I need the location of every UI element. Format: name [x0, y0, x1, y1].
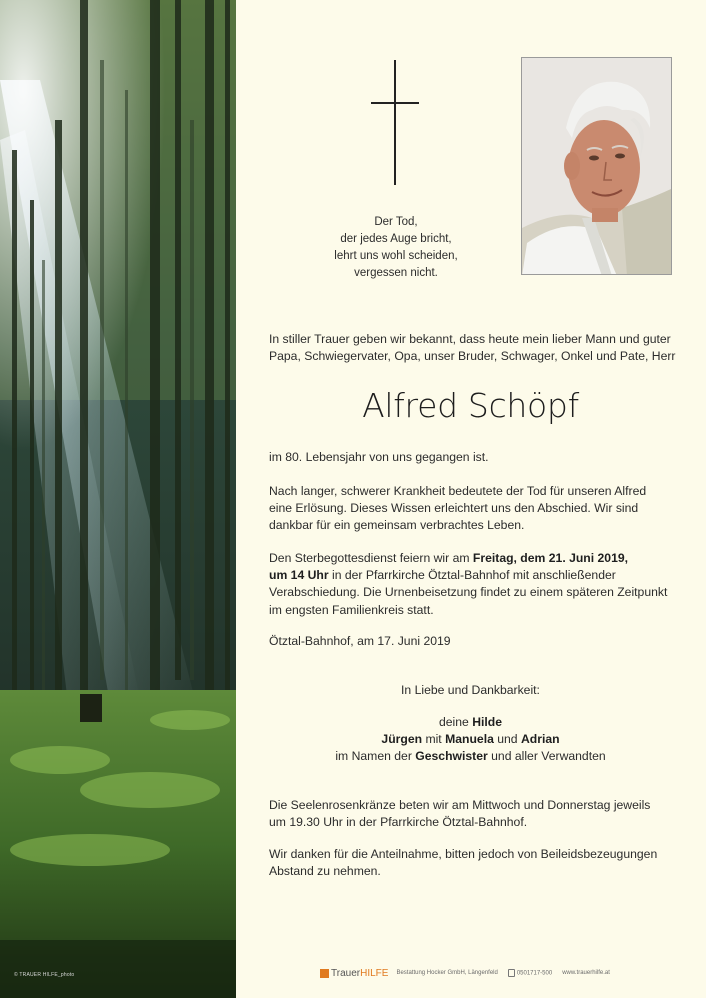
family-text: im Namen der — [335, 749, 416, 764]
brand-name: TrauerHILFE — [331, 967, 389, 979]
phone-icon — [508, 969, 515, 977]
forest-image — [0, 0, 236, 998]
deceased-name: Alfred Schöpf — [362, 386, 579, 425]
poem-line: der jedes Auge bricht, — [340, 233, 452, 245]
portrait-photo — [521, 57, 672, 275]
poem-line: Der Tod, — [374, 216, 418, 228]
closing-line: In Liebe und Dankbarkeit: — [401, 683, 540, 697]
family-text: deine — [438, 715, 473, 729]
paragraph-line: dankbar für ein gemeinsam verbrachtes Leben. — [269, 518, 525, 533]
age-line: im 80. Lebensjahr von uns gegangen ist. — [269, 450, 489, 464]
intro-paragraph — [269, 331, 676, 365]
paragraph-line: Wir danken für die Anteilnahme, bitten jedoch von Beileidsbezeugungen — [269, 847, 658, 861]
paragraph-service — [269, 550, 672, 619]
family-signature — [269, 714, 672, 766]
service-text: in der Pfarrkirche Ötztal-Bahnhof mit anschließender — [328, 568, 616, 583]
poem-line: vergessen nicht. — [354, 267, 438, 279]
family-name: Hilde — [472, 715, 502, 729]
poem-line: lehrt uns wohl scheiden, — [334, 250, 458, 262]
paragraph-illness — [269, 483, 672, 535]
service-text: Verabschiedung. Die Urnenbeisetzung findet zu einem späteren Zeitpunkt — [269, 585, 668, 600]
intro-line: Papa, Schwiegervater, Opa, unser Bruder, Schwager, Onkel und Pate, Herr — [269, 349, 676, 364]
paragraph-line: Nach langer, schwerer Krankheit bedeutete der Tod für unseren Alfred — [269, 484, 647, 498]
intro-line: In stiller Trauer geben wir bekannt, dass heute mein lieber Mann und guter — [269, 332, 671, 346]
family-name: Jürgen — [381, 732, 423, 747]
service-text: Den Sterbegottesdienst feiern wir am — [269, 551, 473, 565]
family-text: und aller Verwandten — [487, 749, 606, 764]
paragraph-line: Abstand zu nehmen. — [269, 864, 381, 879]
family-name: Adrian — [520, 732, 560, 747]
cross-symbol — [371, 60, 419, 185]
family-text: und — [493, 732, 521, 747]
company-name: Bestattung Hocker GmbH, Längenfeld — [396, 970, 498, 976]
service-text: im engsten Familienkreis statt. — [269, 602, 434, 617]
paragraph-line: eine Erlösung. Dieses Wissen erleichtert uns den Abschied. Wir sind — [269, 501, 639, 516]
footer — [320, 966, 620, 980]
paragraph-line: um 19.30 Uhr in der Pfarrkirche Ötztal-Bahnhof. — [269, 815, 528, 830]
photo-copyright: © TRAUER HILFE_photo — [14, 972, 75, 978]
place-date: Ötztal-Bahnhof, am 17. Juni 2019 — [269, 634, 451, 648]
trauerhilfe-logo-icon — [320, 969, 329, 978]
poem — [316, 214, 476, 282]
thanks-paragraph — [269, 846, 672, 880]
rosary-paragraph — [269, 797, 672, 831]
website-link[interactable]: www.trauerhilfe.at — [562, 970, 610, 976]
service-date: Freitag, dem 21. Juni 2019, — [472, 551, 629, 565]
service-time: um 14 Uhr — [269, 568, 329, 583]
family-text: mit — [422, 732, 446, 747]
paragraph-line: Die Seelenrosenkränze beten wir am Mittwoch und Donnerstag jeweils — [269, 798, 651, 812]
family-name: Geschwister — [415, 749, 488, 764]
family-name: Manuela — [445, 732, 494, 747]
phone: 0501717-500 — [508, 969, 552, 977]
